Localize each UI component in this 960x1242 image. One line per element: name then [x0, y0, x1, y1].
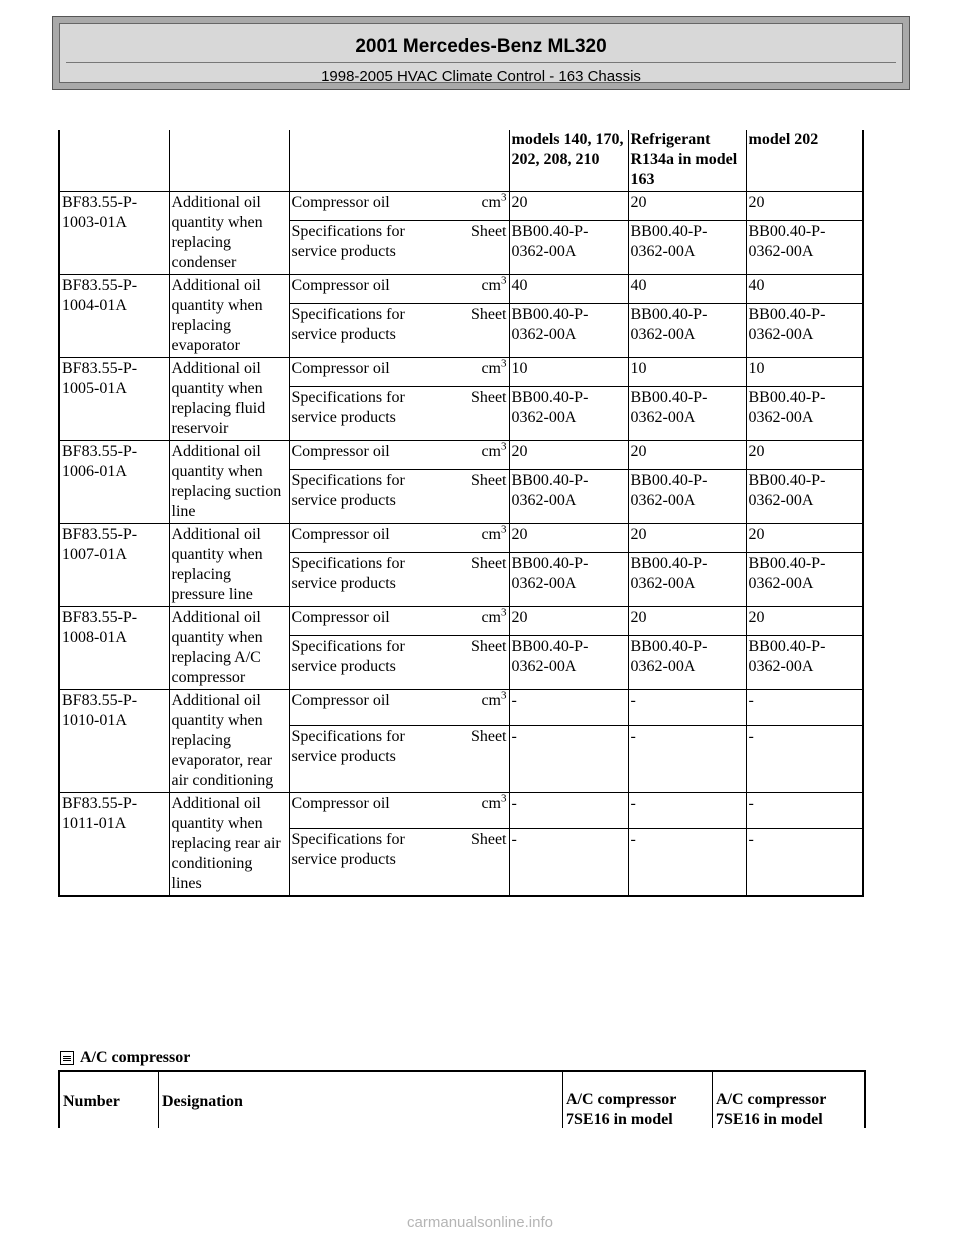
- spec-label-cell: [289, 386, 509, 440]
- oil-value: 20: [628, 441, 746, 470]
- row-designation: Additional oil quantity when replacing fluid reservoir: [169, 358, 289, 441]
- compressor-header-designation: Designation: [158, 1072, 555, 1128]
- row-designation: Additional oil quantity when replacing suction line: [169, 441, 289, 524]
- spec-label-cell: [289, 469, 509, 523]
- spec-label-cell: [289, 725, 509, 792]
- spec-value: BB00.40-P-0362-00A: [628, 220, 746, 274]
- spec-value: BB00.40-P-0362-00A: [746, 469, 863, 523]
- row-designation: Additional oil quantity when replacing evaporator: [169, 275, 289, 358]
- watermark: carmanualsonline.info: [407, 1214, 553, 1231]
- oil-value: 20: [628, 192, 746, 221]
- oil-label-cell: [289, 358, 509, 387]
- spec-unit: Sheet: [470, 727, 507, 745]
- oil-label: Compressor oil: [291, 609, 390, 626]
- spec-label: Specifications for service products: [291, 222, 405, 260]
- oil-label: Compressor oil: [291, 692, 390, 709]
- spec-unit: Sheet: [470, 637, 507, 655]
- section-title: A/C compressor: [80, 1049, 191, 1066]
- oil-label: Compressor oil: [291, 443, 390, 460]
- header-divider: [66, 62, 896, 63]
- oil-label-cell: [289, 793, 509, 829]
- spec-value: BB00.40-P-0362-00A: [628, 303, 746, 357]
- document-title: 2001 Mercedes-Benz ML320: [355, 36, 607, 57]
- oil-value: -: [628, 793, 746, 829]
- document-subtitle: 1998-2005 HVAC Climate Control - 163 Chassis: [321, 68, 641, 85]
- oil-unit: $cm^3$: [481, 606, 507, 626]
- spec-label-cell: [289, 828, 509, 896]
- spec-unit: Sheet: [470, 305, 507, 323]
- oil-value: 20: [628, 607, 746, 636]
- table-header-cell: [289, 130, 509, 192]
- spec-label-cell: [289, 635, 509, 689]
- table-row: [59, 524, 863, 553]
- table-header-cell: Refrigerant R134a in model 163: [628, 130, 746, 192]
- oil-quantity-table: [58, 130, 862, 897]
- spec-value: BB00.40-P-0362-00A: [746, 386, 863, 440]
- row-designation: Additional oil quantity when replacing evaporator, rear air conditioning: [169, 690, 289, 793]
- spec-label: Specifications for service products: [291, 388, 405, 426]
- oil-label: Compressor oil: [291, 795, 390, 812]
- oil-value: -: [746, 793, 863, 829]
- oil-unit: $cm^3$: [481, 440, 507, 460]
- row-number: BF83.55-P-1011-01A: [59, 793, 169, 897]
- spec-value: -: [628, 725, 746, 792]
- table-header-cell: [59, 130, 169, 192]
- oil-unit: $cm^3$: [481, 689, 507, 709]
- spec-value: BB00.40-P-0362-00A: [628, 552, 746, 606]
- spec-unit: Sheet: [470, 222, 507, 240]
- spec-value: -: [509, 828, 628, 896]
- compressor-header-model-2: A/C compressor 7SE16 in model: [712, 1072, 863, 1128]
- section-heading: [60, 1049, 190, 1067]
- oil-value: 20: [509, 192, 628, 221]
- spec-value: BB00.40-P-0362-00A: [628, 469, 746, 523]
- row-number: BF83.55-P-1005-01A: [59, 358, 169, 441]
- oil-unit: $cm^3$: [481, 792, 507, 812]
- spec-unit: Sheet: [470, 830, 507, 848]
- oil-value: 20: [509, 441, 628, 470]
- spec-label: Specifications for service products: [291, 471, 405, 509]
- oil-label-cell: [289, 275, 509, 304]
- oil-value: 10: [746, 358, 863, 387]
- oil-label-cell: [289, 441, 509, 470]
- oil-value: 20: [509, 607, 628, 636]
- oil-label-cell: [289, 524, 509, 553]
- row-designation: Additional oil quantity when replacing rear air conditioning lines: [169, 793, 289, 897]
- oil-value: 10: [628, 358, 746, 387]
- oil-value: -: [628, 690, 746, 726]
- row-number: BF83.55-P-1007-01A: [59, 524, 169, 607]
- oil-label: Compressor oil: [291, 526, 390, 543]
- oil-label: Compressor oil: [291, 277, 390, 294]
- row-designation: Additional oil quantity when replacing pressure line: [169, 524, 289, 607]
- compressor-header-number: Number: [63, 1093, 120, 1110]
- oil-value: 40: [628, 275, 746, 304]
- spec-value: -: [509, 725, 628, 792]
- spec-value: BB00.40-P-0362-00A: [628, 635, 746, 689]
- spec-label-cell: [289, 552, 509, 606]
- oil-value: 20: [628, 524, 746, 553]
- spec-value: BB00.40-P-0362-00A: [746, 303, 863, 357]
- compressor-table: [58, 1070, 866, 1128]
- row-number: BF83.55-P-1006-01A: [59, 441, 169, 524]
- spec-label-cell: [289, 220, 509, 274]
- spec-value: BB00.40-P-0362-00A: [746, 635, 863, 689]
- spec-value: -: [628, 828, 746, 896]
- table-row: [59, 441, 863, 470]
- oil-value: 20: [509, 524, 628, 553]
- document-header: [52, 16, 910, 90]
- spec-unit: Sheet: [470, 388, 507, 406]
- table-row: [59, 607, 863, 636]
- table-header-cell: models 140, 170, 202, 208, 210: [509, 130, 628, 192]
- oil-label-cell: [289, 192, 509, 221]
- oil-unit: $cm^3$: [481, 274, 507, 294]
- table-header-row: [59, 130, 863, 192]
- compressor-header-model-1: A/C compressor 7SE16 in model: [562, 1072, 713, 1128]
- spec-value: BB00.40-P-0362-00A: [509, 552, 628, 606]
- spec-label: Specifications for service products: [291, 830, 405, 868]
- table-row: [59, 192, 863, 221]
- oil-value: -: [509, 793, 628, 829]
- spec-label: Specifications for service products: [291, 637, 405, 675]
- spec-value: BB00.40-P-0362-00A: [509, 303, 628, 357]
- table-row: [59, 275, 863, 304]
- table-row: [59, 690, 863, 726]
- spec-label: Specifications for service products: [291, 554, 405, 592]
- oil-label: Compressor oil: [291, 194, 390, 211]
- spec-value: BB00.40-P-0362-00A: [509, 220, 628, 274]
- oil-unit: $cm^3$: [481, 357, 507, 377]
- table-header-cell: model 202: [746, 130, 863, 192]
- row-number: BF83.55-P-1008-01A: [59, 607, 169, 690]
- row-number: BF83.55-P-1003-01A: [59, 192, 169, 275]
- row-number: BF83.55-P-1004-01A: [59, 275, 169, 358]
- spec-value: -: [746, 828, 863, 896]
- oil-unit: $cm^3$: [481, 523, 507, 543]
- oil-value: -: [746, 690, 863, 726]
- oil-label-cell: [289, 607, 509, 636]
- list-icon: [60, 1051, 74, 1065]
- spec-value: BB00.40-P-0362-00A: [509, 635, 628, 689]
- oil-value: 20: [746, 607, 863, 636]
- spec-value: BB00.40-P-0362-00A: [628, 386, 746, 440]
- document-header-inner: [59, 23, 903, 83]
- table-row: [59, 358, 863, 387]
- oil-value: 40: [509, 275, 628, 304]
- spec-value: -: [746, 725, 863, 792]
- oil-unit: $cm^3$: [481, 191, 507, 211]
- oil-label: Compressor oil: [291, 360, 390, 377]
- spec-value: BB00.40-P-0362-00A: [746, 552, 863, 606]
- oil-label-cell: [289, 690, 509, 726]
- spec-value: BB00.40-P-0362-00A: [509, 386, 628, 440]
- oil-value: 20: [746, 524, 863, 553]
- spec-value: BB00.40-P-0362-00A: [746, 220, 863, 274]
- spec-label-cell: [289, 303, 509, 357]
- oil-value: -: [509, 690, 628, 726]
- spec-label: Specifications for service products: [291, 305, 405, 343]
- spec-value: BB00.40-P-0362-00A: [509, 469, 628, 523]
- spec-label: Specifications for service products: [291, 727, 405, 765]
- spec-unit: Sheet: [470, 471, 507, 489]
- table-row: [59, 793, 863, 829]
- row-number: BF83.55-P-1010-01A: [59, 690, 169, 793]
- oil-value: 40: [746, 275, 863, 304]
- row-designation: Additional oil quantity when replacing condenser: [169, 192, 289, 275]
- row-designation: Additional oil quantity when replacing A/C compressor: [169, 607, 289, 690]
- oil-value: 20: [746, 192, 863, 221]
- oil-value: 20: [746, 441, 863, 470]
- oil-value: 10: [509, 358, 628, 387]
- table-header-cell: [169, 130, 289, 192]
- spec-unit: Sheet: [470, 554, 507, 572]
